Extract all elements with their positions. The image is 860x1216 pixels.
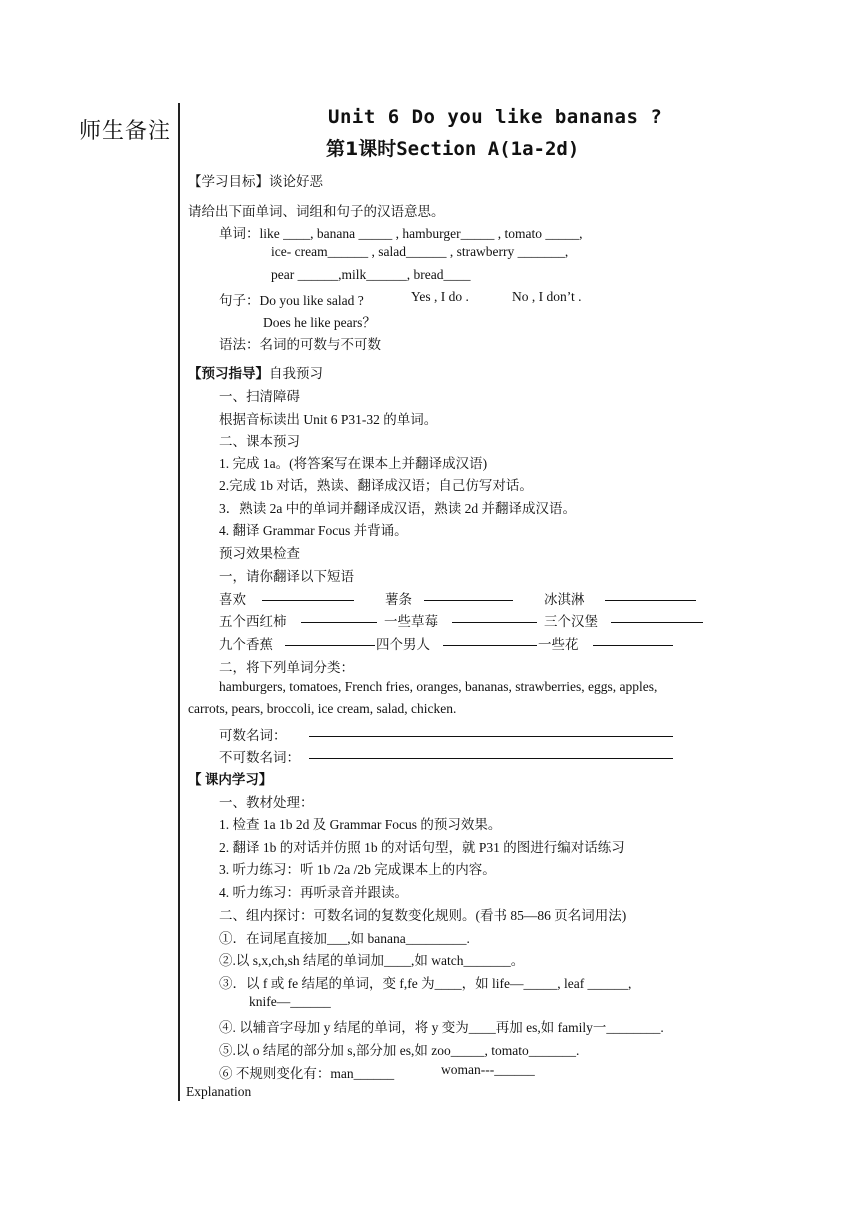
phrase-8: 四个男人 <box>376 637 430 652</box>
sentence-1: Do you like salad ? <box>259 293 364 308</box>
words-list-2: carrots, pears, broccoli, ice cream, salad, chicken. <box>188 701 457 716</box>
rule-4: ④. 以辅音字母加 y 结尾的单词，将 y 变为____再加 es,如 family一________. <box>219 1020 664 1035</box>
class-c2: 2. 翻译 1b 的对话并仿照 1b 的对话句型，就 P31 的图进行编对话练习 <box>219 840 625 855</box>
class-c1: 1. 检查 1a 1b 2d 及 Grammar Focus 的预习效果。 <box>219 817 502 832</box>
rule-2: ②.以 s,x,ch,sh 结尾的单词加____,如 watch_______。 <box>219 953 525 968</box>
subtitle-cn: 第1课时 <box>326 138 397 160</box>
phrase-7: 九个香蕉 <box>219 637 273 652</box>
rule-6a: ⑥ 不规则变化有：man______ <box>219 1066 395 1081</box>
sentence-3: No , I don’t . <box>512 289 582 304</box>
page-subtitle <box>326 134 579 161</box>
preview-item-2-3: 3．熟读 2a 中的单词并翻译成汉语，熟读 2d 并翻译成汉语。 <box>219 501 576 516</box>
phrase-9: 一些花 <box>538 637 579 652</box>
rule-5: ⑤.以 o 结尾的部分加 s,部分加 es,如 zoo_____, tomato_______. <box>219 1043 580 1058</box>
phrase-9-blank <box>593 633 673 650</box>
class-heading: 【 课内学习】 <box>188 772 273 787</box>
preview-item-1-text: 根据音标读出 Unit 6 P31-32 的单词。 <box>219 412 438 427</box>
phrase-2-blank <box>424 588 513 605</box>
phrase-2: 薯条 <box>385 592 412 607</box>
objectives-instruction: 请给出下面单词、词组和句子的汉语意思。 <box>188 204 445 219</box>
class-item-2: 二、组内探讨：可数名词的复数变化规则。(看书 85—86 页名词用法) <box>219 908 627 923</box>
preview-heading: 【预习指导】 <box>188 366 269 381</box>
countable-blank <box>309 724 673 741</box>
sentences-line-1 <box>219 289 364 309</box>
preview-line <box>188 362 323 382</box>
grammar-line: 语法：名词的可数与不可数 <box>219 337 381 352</box>
class-c3: 3. 听力练习：听 1b /2a /2b 完成课本上的内容。 <box>219 862 496 877</box>
phrase-8-blank <box>443 633 537 650</box>
words-line-3: pear ______,milk______, bread____ <box>271 267 471 282</box>
phrase-3-blank <box>605 588 696 605</box>
words-text-1: like ____, banana _____ , hamburger_____ , tomato _____, <box>259 226 583 241</box>
preview-check-1: 一，请你翻译以下短语 <box>219 569 354 584</box>
preview-check-2: 二，将下列单词分类： <box>219 660 354 675</box>
preview-item-1: 一、扫清障碍 <box>219 389 300 404</box>
words-list-1: hamburgers, tomatoes, French fries, oranges, bananas, strawberries, eggs, apples, <box>219 679 658 694</box>
objectives-heading: 【学习目标】 <box>188 174 269 189</box>
phrase-7-blank <box>285 633 375 650</box>
words-line-2: ice- cream______ , salad______ , strawberry _______, <box>271 244 569 259</box>
preview-item-2: 二、课本预习 <box>219 434 300 449</box>
words-line-1 <box>219 222 582 242</box>
phrase-4-blank <box>301 610 377 627</box>
uncountable-label: 不可数名词： <box>219 750 300 765</box>
class-item-1: 一、教材处理： <box>219 795 314 810</box>
uncountable-blank <box>309 746 673 763</box>
phrase-1: 喜欢 <box>219 592 246 607</box>
margin-divider <box>178 103 180 1101</box>
rule-3b: knife—______ <box>249 994 331 1009</box>
rule-1: ①．在词尾直接加___,如 banana_________. <box>219 931 470 946</box>
preview-item-2-1: 1. 完成 1a。(将答案写在课本上并翻译成汉语) <box>219 456 488 471</box>
sentence-2: Yes , I do . <box>411 289 469 304</box>
countable-label: 可数名词： <box>219 728 287 743</box>
sentences-label: 句子： <box>219 293 260 308</box>
phrase-3: 冰淇淋 <box>544 592 585 607</box>
side-note-label: 师生备注 <box>79 119 172 144</box>
explanation-label: Explanation <box>186 1084 252 1099</box>
phrase-4: 五个西红柿 <box>219 614 287 629</box>
page-title: Unit 6 Do you like bananas ? <box>328 106 663 128</box>
phrase-6-blank <box>611 610 703 627</box>
words-label: 单词： <box>219 226 260 241</box>
objectives-text: 谈论好恶 <box>269 174 323 189</box>
preview-item-2-4: 4. 翻译 Grammar Focus 并背诵。 <box>219 523 408 538</box>
rule-6b: woman---______ <box>441 1062 535 1077</box>
preview-check: 预习效果检查 <box>219 546 300 561</box>
objectives-line <box>188 170 323 190</box>
subtitle-en: Section A(1a-2d) <box>396 138 580 160</box>
preview-text: 自我预习 <box>269 366 323 381</box>
phrase-6: 三个汉堡 <box>544 614 598 629</box>
phrase-5-blank <box>452 610 537 627</box>
class-c4: 4. 听力练习：再听录音并跟读。 <box>219 885 408 900</box>
preview-item-2-2: 2.完成 1b 对话，熟读、翻译成汉语；自己仿写对话。 <box>219 478 533 493</box>
rule-3: ③．以 f 或 fe 结尾的单词，变 f,fe 为____，如 life—_____, leaf ______, <box>219 976 632 991</box>
phrase-5: 一些草莓 <box>384 614 438 629</box>
phrase-1-blank <box>262 588 354 605</box>
sentence-4: Does he like pears？ <box>263 315 376 330</box>
